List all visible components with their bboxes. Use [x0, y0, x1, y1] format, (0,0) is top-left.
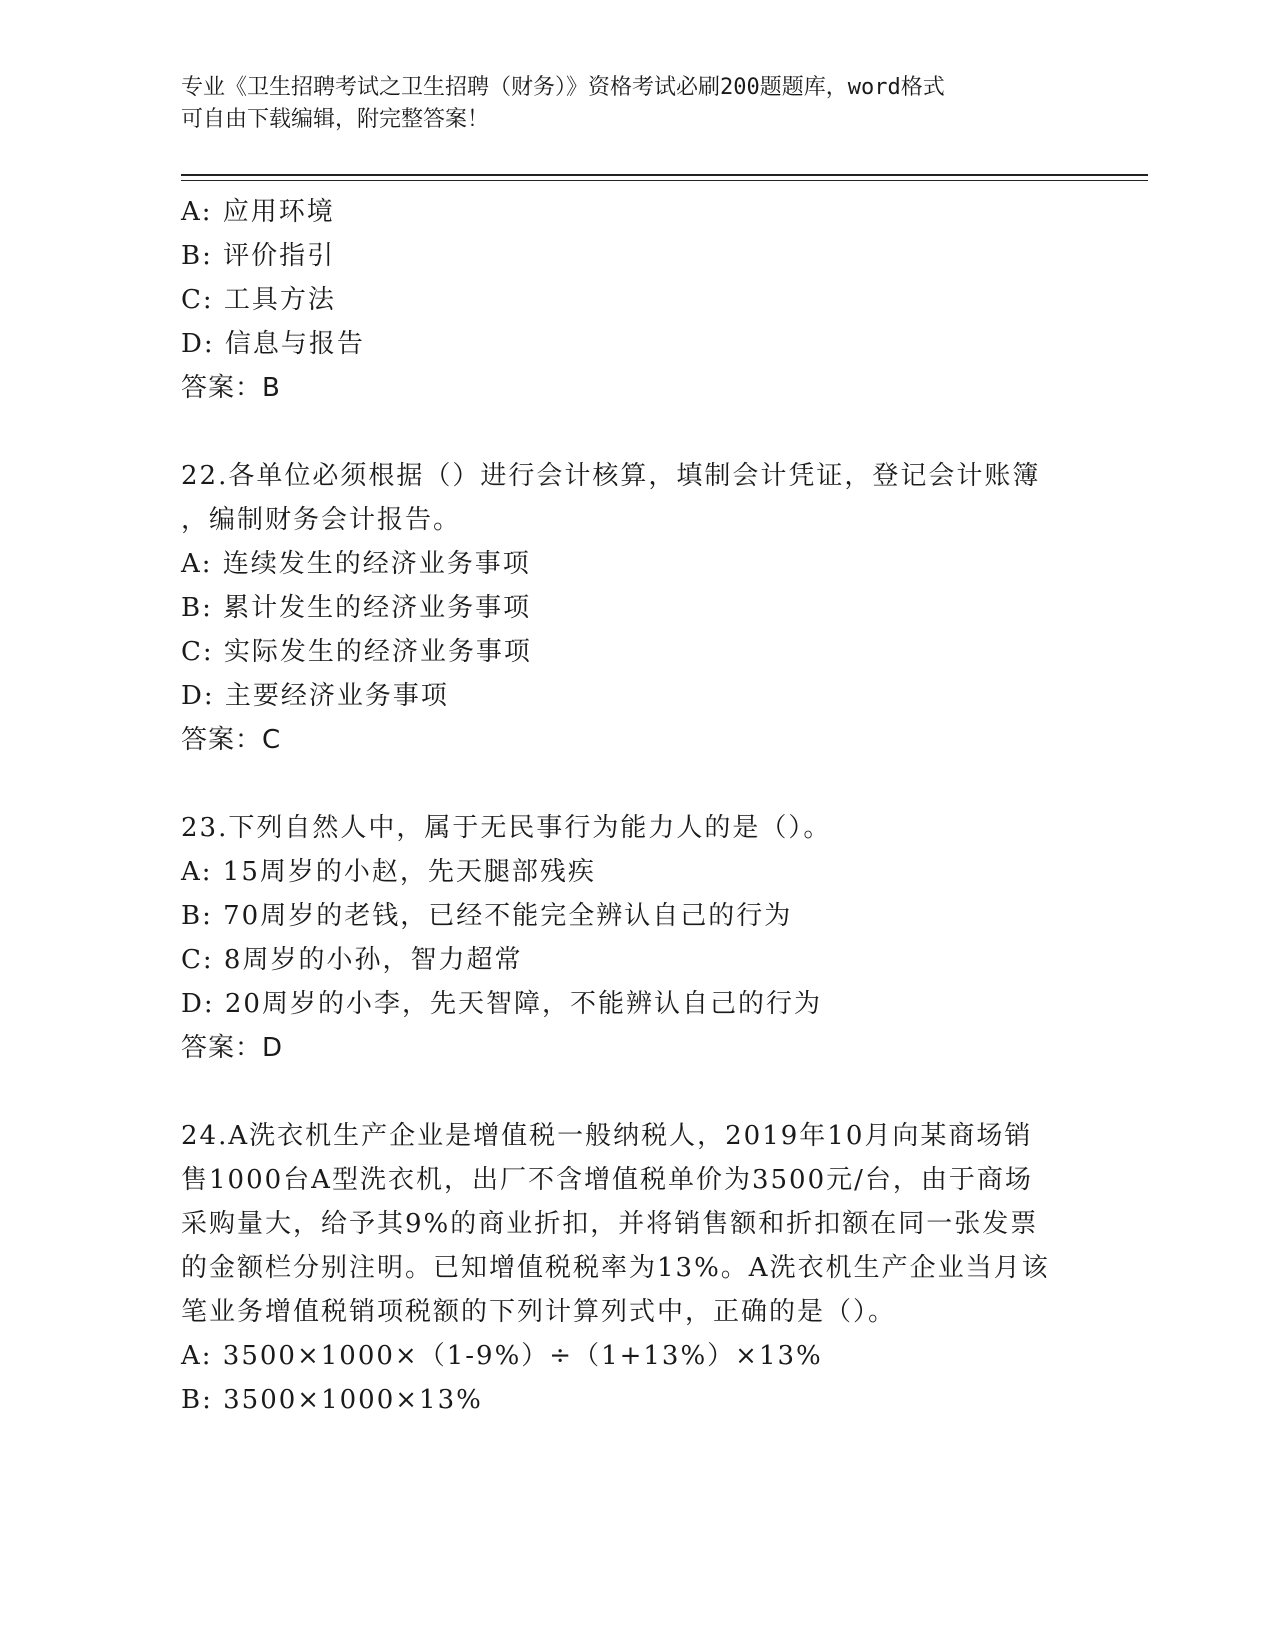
- q21-option-c: C: 工具方法: [181, 285, 336, 315]
- q24-option-a: A: 3500×1000×（1-9%）÷（1+13%）×13%: [181, 1341, 823, 1371]
- q21-option-d: D: 信息与报告: [181, 329, 365, 359]
- q22-option-c: C: 实际发生的经济业务事项: [181, 637, 532, 667]
- q22-option-d: D: 主要经济业务事项: [181, 681, 449, 711]
- q21-answer: 答案：B: [181, 373, 281, 403]
- q22-option-a: A: 连续发生的经济业务事项: [181, 549, 531, 579]
- q22-stem-line-2: ，编制财务会计报告。: [181, 505, 462, 535]
- q21-option-a: A: 应用环境: [181, 197, 335, 227]
- question-list: [181, 190, 1081, 1422]
- q24-stem-line-5: 笔业务增值税销项税额的下列计算列式中，正确的是（）。: [181, 1297, 897, 1327]
- q24-stem-line-2: 售1000台A型洗衣机，出厂不含增值税单价为3500元/台，由于商场: [181, 1165, 1033, 1195]
- header-line-1: 专业《卫生招聘考试之卫生招聘（财务）》资格考试必刷200题题库，word格式: [181, 75, 945, 100]
- q23-option-b: B: 70周岁的老钱，已经不能完全辨认自己的行为: [181, 901, 793, 931]
- q21-option-b: B: 评价指引: [181, 241, 336, 271]
- q24-option-b: B: 3500×1000×13%: [181, 1385, 483, 1415]
- header-divider-thick: [181, 174, 1148, 176]
- q22-answer: 答案：C: [181, 725, 282, 755]
- document-header: [181, 72, 1061, 136]
- header-line-2: 可自由下载编辑，附完整答案！: [181, 107, 490, 132]
- q22-stem-line-1: 22.各单位必须根据（）进行会计核算，填制会计凭证，登记会计账簿: [181, 461, 1041, 491]
- q24-stem-line-1: 24.A洗衣机生产企业是增值税一般纳税人，2019年10月向某商场销: [181, 1121, 1033, 1151]
- q23-option-c: C: 8周岁的小孙，智力超常: [181, 945, 523, 975]
- q24-stem-line-3: 采购量大，给予其9%的商业折扣，并将销售额和折扣额在同一张发票: [181, 1209, 1039, 1239]
- header-divider-thin: [181, 180, 1148, 181]
- q23-option-a: A: 15周岁的小赵，先天腿部残疾: [181, 857, 596, 887]
- q24-stem-line-4: 的金额栏分别注明。已知增值税税率为13%。A洗衣机生产企业当月该: [181, 1253, 1050, 1283]
- q22-option-b: B: 累计发生的经济业务事项: [181, 593, 532, 623]
- q23-option-d: D: 20周岁的小李，先天智障，不能辨认自己的行为: [181, 989, 822, 1019]
- q23-answer: 答案：D: [181, 1033, 284, 1063]
- q23-stem-line-1: 23.下列自然人中，属于无民事行为能力人的是（）。: [181, 813, 832, 843]
